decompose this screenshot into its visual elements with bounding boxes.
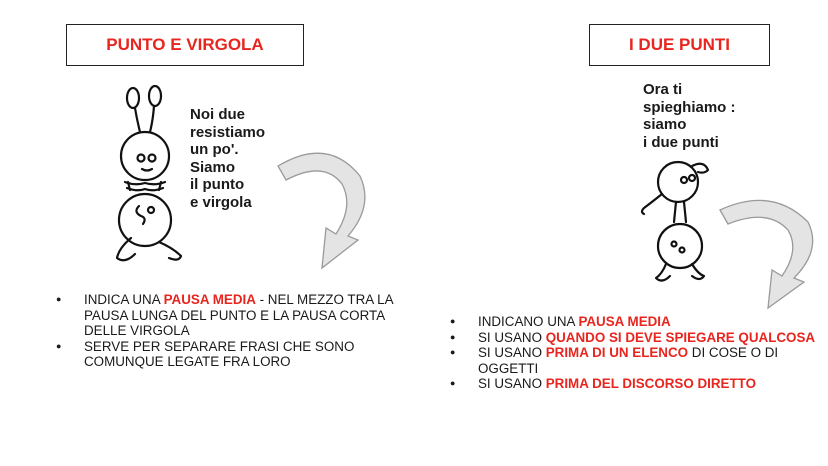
- list-item: ● INDICA UNA PAUSA MEDIA - NEL MEZZO TRA LA PAUSA LUNGA DEL PUNTO E LA PAUSA CORTA DELLE VIRGOLA: [54, 292, 414, 339]
- due-punti-list: [448, 314, 818, 392]
- title-due-punti: I DUE PUNTI: [589, 24, 770, 66]
- punto-e-virgola-list: [54, 292, 414, 370]
- speech-text-right: Ora ti spieghiamo : siamo i due punti: [643, 81, 736, 151]
- list-item: ● SI USANO PRIMA DEL DISCORSO DIRETTO: [448, 376, 818, 392]
- semicolon-character-illustration: [95, 78, 205, 273]
- list-item: ● INDICANO UNA PAUSA MEDIA: [448, 314, 818, 330]
- list-item: ● SI USANO PRIMA DI UN ELENCO DI COSE O DI OGGETTI: [448, 345, 818, 376]
- colon-character-illustration: [622, 150, 722, 290]
- curved-arrow-icon: [268, 136, 378, 276]
- list-item: ● SERVE PER SEPARARE FRASI CHE SONO COMUNQUE LEGATE FRA LORO: [54, 339, 414, 370]
- speech-text-left: Noi due resistiamo un po'. Siamo il punto e virgola: [190, 106, 266, 211]
- title-punto-e-virgola: PUNTO E VIRGOLA: [66, 24, 304, 66]
- list-item: ● SI USANO QUANDO SI DEVE SPIEGARE QUALCOSA: [448, 330, 818, 346]
- curved-arrow-icon: [712, 186, 822, 316]
